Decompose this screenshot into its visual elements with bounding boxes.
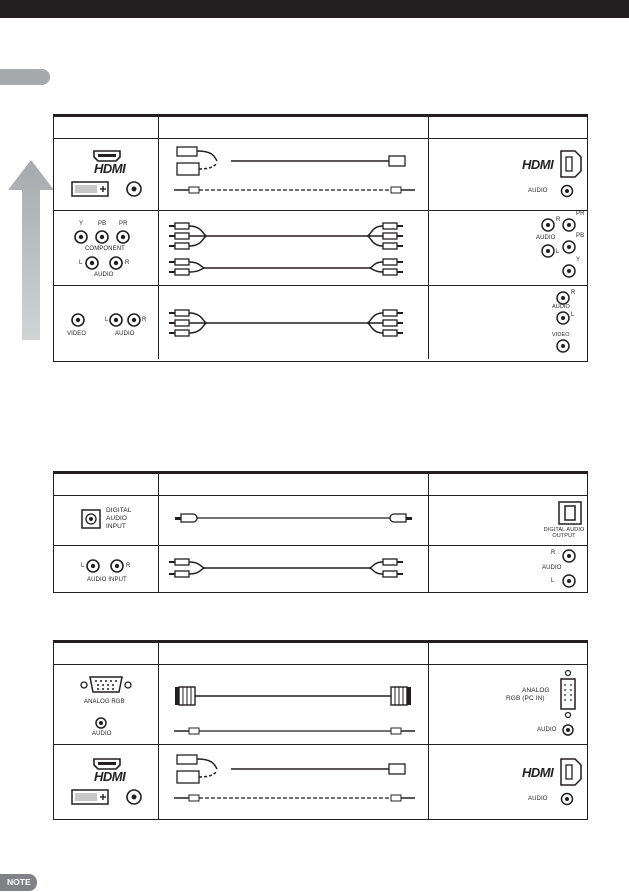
hdmi-cable-icon: [159, 139, 428, 211]
l-out-label: L: [571, 312, 575, 318]
tv-terminal-cell: [54, 139, 158, 210]
optical-cable-icon: [159, 496, 428, 546]
device-terminal-cell: [429, 286, 589, 359]
audio-label: AUDIO: [94, 272, 114, 278]
hdmi-logo-text: HDMI: [94, 769, 126, 784]
cable-cell: [159, 139, 428, 210]
table-header: [54, 640, 587, 665]
y-label: Y: [79, 221, 84, 227]
cable-cell: [159, 496, 428, 545]
audio-input-jacks-icon: [54, 546, 158, 592]
vga-cable-icon: [159, 665, 428, 745]
cable-cell: [159, 546, 428, 592]
table-row-analog-audio: [54, 546, 587, 592]
l-label: L: [81, 563, 85, 569]
table-row-digital-audio: [54, 496, 587, 546]
quality-arrow-icon: [8, 160, 54, 340]
component-out-icon: [429, 211, 589, 286]
note-badge: NOTE: [0, 874, 37, 891]
top-rule: [0, 0, 629, 18]
table-row-video: [54, 286, 587, 359]
l-out-label: L: [551, 578, 555, 584]
pb-out-label: PB: [576, 233, 585, 239]
device-terminal-cell: [429, 496, 589, 545]
digital-label: DIGITAL: [106, 507, 132, 514]
audio-out-label: AUDIO: [528, 188, 548, 194]
hdmi-out-icon: [429, 139, 589, 211]
l-label: L: [105, 317, 109, 323]
audio-label: AUDIO: [92, 731, 112, 737]
table-row-analog-rgb: [54, 665, 587, 745]
device-terminal-cell: [429, 211, 589, 285]
hdmi-out-logo: HDMI: [522, 765, 554, 780]
device-terminal-cell: [429, 665, 589, 744]
cable-cell: [159, 745, 428, 819]
device-terminal-cell: [429, 139, 589, 210]
table-row-component: [54, 211, 587, 286]
pr-out-label: PR: [576, 211, 585, 217]
tv-terminal-cell: [54, 665, 158, 744]
table-row-hdmi: [54, 139, 587, 211]
r-out-label: R: [551, 550, 556, 556]
audio-out-label: AUDIO: [537, 727, 557, 733]
input-label: INPUT: [106, 523, 126, 530]
rgb-pc-in-label: RGB (PC IN): [506, 695, 545, 702]
hdmi-logo-text: HDMI: [94, 161, 126, 176]
video-connection-table: [53, 114, 588, 362]
table-header: [54, 471, 587, 496]
video-out-label: VIDEO: [552, 332, 570, 338]
device-terminal-cell: [429, 546, 589, 592]
component-label: COMPONENT: [85, 246, 125, 252]
audio-out-label: AUDIO: [552, 304, 570, 310]
cable-cell: [159, 665, 428, 744]
analog-rgb-label: ANALOG RGB: [84, 699, 125, 705]
y-out-label: Y: [576, 257, 581, 263]
hdmi-out-icon: [429, 745, 589, 819]
rca-audio-cable-icon: [159, 546, 428, 592]
tv-terminal-cell: [54, 211, 158, 285]
hdmi-cable-icon: [159, 745, 428, 819]
pr-label: PR: [119, 221, 128, 227]
audio-input-label: AUDIO INPUT: [87, 577, 127, 583]
digital-audio-output-label: DIGITAL AUDIO OUTPUT: [543, 527, 585, 539]
tv-terminal-cell: [54, 286, 158, 359]
r-label: R: [125, 260, 130, 266]
audio-label: AUDIO: [115, 331, 135, 337]
audio-connection-table: [53, 471, 588, 593]
table-header: [54, 114, 587, 139]
audio-out-jacks-icon: [429, 546, 589, 592]
vga-out-icon: [429, 665, 589, 745]
r-label: R: [126, 563, 131, 569]
audio-out-label: AUDIO: [528, 796, 548, 802]
l-out-label: L: [556, 249, 560, 255]
r-label: R: [142, 317, 147, 323]
tv-terminal-cell: [54, 745, 158, 819]
composite-cable-icon: [159, 286, 428, 359]
device-terminal-cell: [429, 745, 589, 819]
cable-cell: [159, 211, 428, 285]
section-tab: [0, 69, 50, 85]
tv-terminal-cell: [54, 496, 158, 545]
cable-cell: [159, 286, 428, 359]
l-label: L: [79, 260, 83, 266]
analog-label: ANALOG: [522, 687, 550, 694]
r-out-label: R: [571, 290, 576, 296]
pb-label: PB: [98, 221, 107, 227]
audio-out-label: AUDIO: [536, 235, 556, 241]
audio-out-label: AUDIO: [542, 565, 562, 571]
r-out-label: R: [556, 217, 561, 223]
audio-label: AUDIO: [106, 515, 128, 522]
video-out-icon: [429, 286, 589, 359]
table-row-hdmi-pc: [54, 745, 587, 819]
video-label: VIDEO: [67, 331, 87, 337]
tv-terminal-cell: [54, 546, 158, 592]
pc-connection-table: [53, 640, 588, 820]
hdmi-out-logo: HDMI: [522, 157, 554, 172]
component-cable-icon: [159, 211, 428, 286]
